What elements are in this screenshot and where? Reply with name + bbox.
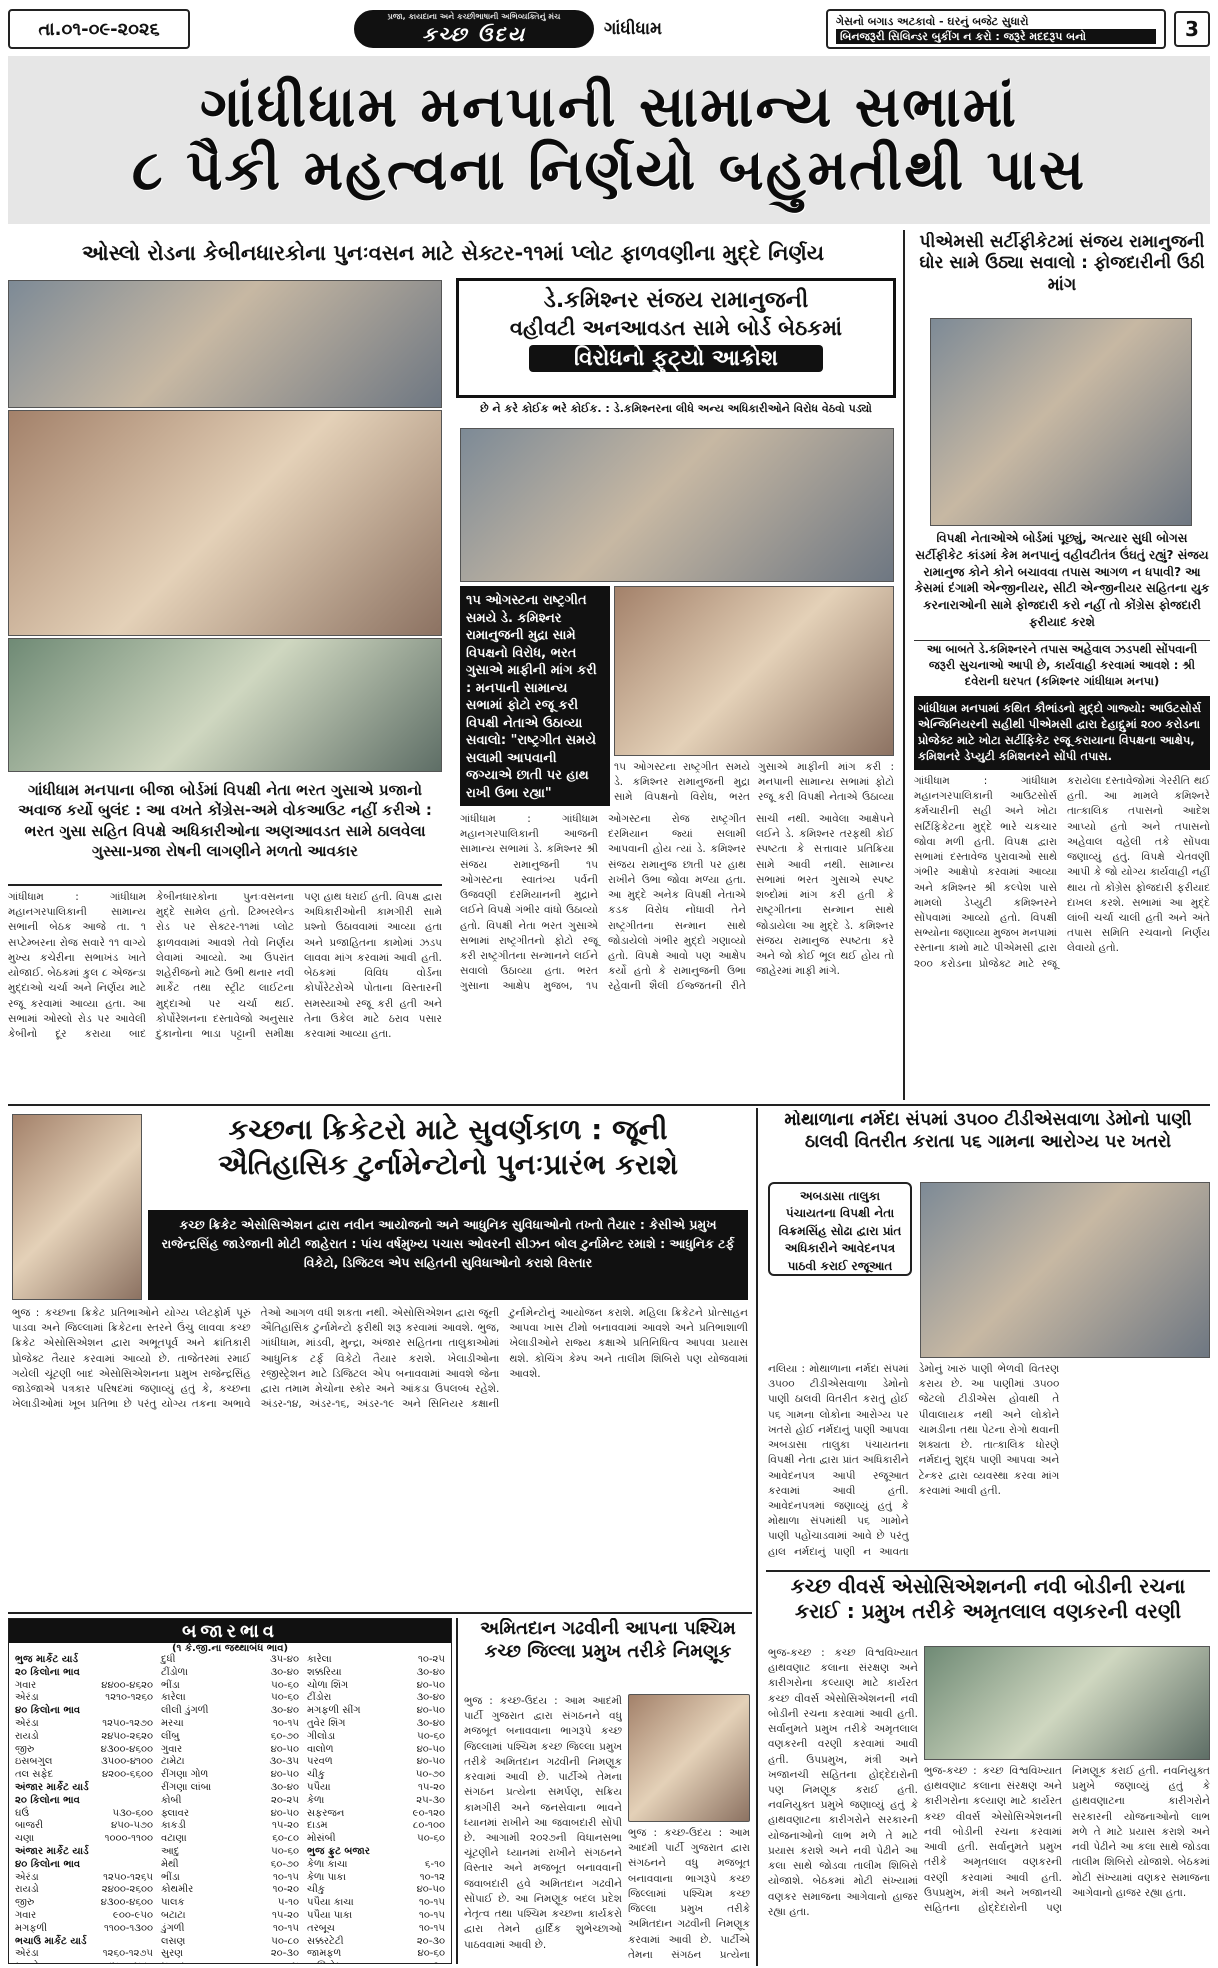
photo-councillors	[8, 410, 442, 636]
commodity-name: દાડમ	[307, 1820, 328, 1832]
market-row	[305, 1667, 447, 1680]
commodity-name	[305, 1961, 397, 1964]
commodity-name: લસણ	[161, 1935, 186, 1947]
commodity-price: ૪૦-૬૦	[417, 1948, 445, 1960]
commodity-name: કેળા કાચા	[307, 1858, 348, 1870]
photo-cricket-president	[12, 1114, 142, 1300]
commodity-price	[95, 1705, 155, 1718]
commodity-price: ૨૪૦૦-૨૬૦૦	[101, 1884, 153, 1896]
market-row	[13, 1756, 155, 1769]
commodity-name: કેળા પાકા	[307, 1871, 346, 1883]
commodity-price: ૪૪૦૦-૪૬૨૦	[101, 1679, 153, 1691]
market-row	[305, 1872, 447, 1885]
commodity-name: ૨૦ કિલોના ભાવ	[15, 1794, 80, 1806]
story2-headline-box	[456, 278, 896, 398]
commodity-name: વાલોળ	[307, 1743, 334, 1755]
commodity-name: રાયડો	[15, 1730, 39, 1742]
commodity-price: ૬૦-૭૦	[270, 1730, 299, 1742]
commodity-price: ૪૦-૫૦	[416, 1679, 445, 1691]
story3-headline: પીએમસી સર્ટીફીકેટમાં સંજય રામાનુજની ઘોર સામે ઉઠ્યા સવાલો : ફોજદારીની ઉઠી માંગ	[919, 232, 1205, 295]
story7-headline: અમિતદાન ગઢવીની આપના પશ્ચિમ કચ્છ જિલ્લા પ્રમુખ તરીકે નિમણૂક	[480, 1618, 736, 1662]
photo-weavers-association	[924, 1646, 1210, 1760]
market-row	[13, 1884, 155, 1897]
commodity-name: ટામેટા	[161, 1756, 185, 1768]
story3-note: આ બાબતે ડે.કમિશ્નરને તપાસ અહેવાલ ઝડપથી સોંપવાની જરૂરી સુચનાઓ આપી છે, કાર્યવાહી કરવામાં આવશે : શ્રી દવેરાની ઘરપત (કમિશ્નર ગાંધીધામ મનપા)	[914, 640, 1210, 692]
commodity-name: ફ્લાવર	[161, 1807, 190, 1819]
commodity-price: ૧૨૬૦-૧૨૭૫	[102, 1948, 153, 1960]
commodity-price	[95, 1846, 155, 1859]
market-title: બજારભાવ	[9, 1619, 451, 1643]
market-row	[159, 1769, 301, 1782]
commodity-name: ચીકુ	[307, 1769, 325, 1781]
commodity-name: તલ સફેદ	[15, 1769, 54, 1781]
story2-body: ગાંધીધામ : ગાંધીધામ મહાનગરપાલિકાની આજની સામાન્ય સભામાં ડે. કમિશ્નર શ્રી સંજય રામાનુજની ૧૫ ઓગસ્ટના સ્વાતંત્ર્ય પર્વની ઉજવણી દરમિયાનની મુદ્રાને લઈને વિપક્ષે ગંભીર વાંધો ઉઠાવ્યો હતો. વિપક્ષી નેતા ભરત ગુસાએ સભામાં રાષ્ટ્રગીતનો ફોટો રજૂ કરી રાષ્ટ્રગીતના સન્માનને લઈને સવાલો ઉઠાવ્યા હતા. ભરત ગુસાના આક્ષેપ મુજબ, ૧૫ ઓગસ્ટના રોજ રાષ્ટ્રગીત દરમિયાન જ્યાં સલામી આપવાની હોય ત્યાં ડે. કમિશ્નર સંજય રામાનુજ છાતી પર હાથ રાખીને ઉભા જોવા મળ્યા હતા. આ મુદ્દે અનેક વિપક્ષી નેતાએ કડક વિરોધ નોંધાવી તેને રાષ્ટ્રગીતના સન્માન સાથે જોડાયેલો ગંભીર મુદ્દો ગણાવ્યો હતો. વિપક્ષે આવો પણ આક્ષેપ કર્યો હતો કે રામાનુજની ઉભા રહેવાની શૈલી ઈજ્જતની રીતે સાચી નથી. આવેલા આક્ષેપને લઈને ડે. કમિશ્નર તરફથી કોઈ સ્પષ્ટતા કે સત્તાવાર પ્રતિક્રિયા સામે આવી નથી. સામાન્ય સભામાં ભરત ગુસાએ સ્પષ્ટ શબ્દોમાં માંગ કરી હતી કે રાષ્ટ્રગીતના સન્માન સાથે જોડાયેલા આ મુદ્દે ડે. કમિશ્નર સંજય રામાનુજ સ્પષ્ટતા કરે અને જો કોઈ ભૂલ થઈ હોય તો જાહેરમાં માફી માંગે.	[460, 813, 894, 993]
main-headline-line2: ૮ પૈકી મહત્વના નિર્ણયો બહુમતીથી પાસ	[131, 138, 1087, 203]
story5-highlight-box: અબડાસા તાલુકા પંચાયતના વિપક્ષી નેતા વિક્રમસિંહ સોઢા દ્વારા પ્રાંત અધિકારીને આવેદનપત્ર પાઠવી કરાઈ રજૂઆત	[768, 1182, 912, 1276]
commodity-price: ૧૦-૨૫	[418, 1654, 445, 1665]
market-subtitle: (૧ કે.જી.ના જથ્થાબંધ ભાવ)	[171, 1643, 289, 1654]
commodity-name: બાજરી	[15, 1820, 43, 1832]
commodity-price: ૨૫-૩૦	[416, 1794, 445, 1806]
commodity-price: ૩૦-૩૫	[269, 1756, 299, 1768]
commodity-name: ભુજ ફ્રુટ બજાર	[307, 1845, 370, 1857]
commodity-price: ૧૦-૧૫	[419, 1909, 445, 1921]
market-row	[159, 1654, 301, 1667]
commodity-name: ગીલોડા	[307, 1730, 336, 1742]
commodity-name: ચણા	[15, 1833, 35, 1845]
market-row	[159, 1910, 301, 1923]
market-row	[13, 1859, 155, 1872]
market-row	[159, 1692, 301, 1705]
commodity-price	[95, 1859, 155, 1872]
market-row	[159, 1667, 301, 1680]
story7-headline-box	[464, 1618, 752, 1690]
commodity-price: ૪૩૦૦-૪૬૦૦	[100, 1897, 153, 1909]
ad-line2: બિનજરૂરી સિલિન્ડર બુકીંગ ન કરો : જરૂરે મદદરૂપ બનો	[836, 29, 1156, 44]
commodity-price: ૪૨૦૦-૬૬૦૦	[102, 1769, 153, 1781]
commodity-price: ૩૫-૪૦	[269, 1654, 299, 1665]
photo-certificate-protest	[930, 318, 1192, 526]
commodity-name: તુવેર શિંગ	[307, 1717, 346, 1729]
commodity-price: ૫૩૦-૬૦૦	[112, 1807, 153, 1819]
commodity-name: અંજાર માર્કેટ યાર્ડ	[15, 1845, 89, 1857]
commodity-price: ૯૦-૧૨૦	[412, 1807, 445, 1819]
main-headline-line1: ગાંધીધામ મનપાની સામાન્ય સભામાં	[199, 75, 1018, 141]
market-row	[305, 1705, 447, 1718]
story1-headline: ઓસ્લો રોડના કેબીનધારકોના પુનઃવસન માટે સેક્ટર-૧૧માં પ્લોટ ફાળવણીના મુદ્દે નિર્ણય	[81, 241, 825, 265]
commodity-price: ૪૦-૫૦	[416, 1756, 445, 1768]
commodity-price: ૯૦૦-૯૫૦	[112, 1909, 153, 1921]
commodity-price: ૨૦-૩૦	[270, 1948, 299, 1960]
market-row	[159, 1936, 301, 1949]
commodity-price: ૪૦-૫૦	[416, 1743, 445, 1755]
main-headline	[8, 56, 1210, 224]
market-row	[13, 1936, 155, 1949]
commodity-price: ૩૦-૪૦	[270, 1781, 299, 1793]
story2-headline-line1: ડે.કમિશ્નર સંજય રામાનુજની	[543, 288, 809, 313]
market-row	[159, 1782, 301, 1795]
commodity-name: પપૈયા પાકા	[307, 1909, 353, 1921]
commodity-name: ૪૦ કિલોના ભાવ	[15, 1705, 81, 1717]
story2-body-a: ૧૫ ઓગસ્ટના રાષ્ટ્રગીત સમયે ડે. કમિશ્નર રામાનુજની મુદ્રા સામે વિપક્ષનો વિરોધ, ભરત ગુસાએ માફીની માંગ કરી : મનપાની સામાન્ય સભામાં ફોટો રજૂ કરી વિપક્ષી નેતાએ ઉઠાવ્યા	[614, 761, 894, 804]
commodity-price: ૧૧૦૦-૧૩૦૦	[103, 1922, 153, 1934]
market-row	[13, 1808, 155, 1821]
commodity-name	[159, 1961, 247, 1964]
commodity-name: ડુંગળી	[161, 1922, 185, 1934]
commodity-price: ૫૦-૮૦	[271, 1935, 299, 1947]
commodity-price: ૫૦-૭૦	[415, 1769, 445, 1781]
market-row	[305, 1654, 447, 1667]
commodity-price: ૫૦-૬૦	[271, 1845, 299, 1857]
commodity-name: ભુજ માર્કેટ યાર્ડ	[15, 1654, 78, 1665]
market-row	[13, 1910, 155, 1923]
commodity-name: સુરણ	[161, 1948, 183, 1960]
commodity-price: ૧૦-૧૫	[273, 1922, 299, 1934]
commodity-name: પાલક	[161, 1897, 185, 1909]
commodity-name: મગફળી	[15, 1922, 48, 1934]
commodity-name: ભીંડા	[161, 1871, 180, 1883]
story5-headline: મોથાળાના નર્મદા સંપમાં ૩૫૦૦ ટીડીએસવાળા ડેમોનો પાણી ઠાલવી વિતરીત કરાતા ૫૬ ગામના આરોગ્ય પર ખતરો	[784, 1110, 1192, 1152]
market-row	[305, 1948, 447, 1961]
market-row	[305, 1680, 447, 1693]
commodity-name: ચીકુ	[307, 1884, 325, 1896]
commodity-name: બટાટા	[161, 1909, 186, 1921]
issue-date: તા.૦૧-૦૯-૨૦૨૬	[8, 9, 190, 49]
commodity-price: ૧૦-૧૫	[419, 1922, 445, 1934]
commodity-price	[95, 1936, 155, 1949]
story2-headline-line3: વિરોધનો ફુટ્યો આક્રોશ	[529, 345, 823, 373]
masthead	[198, 9, 818, 49]
logo-tagline: પ્રજા, કાયદાના અને કચ્છીભાષાની અભિવ્યક્તિનું મંચ	[387, 12, 561, 21]
commodity-name: ગવાર	[15, 1909, 37, 1921]
market-row	[159, 1820, 301, 1833]
market-row	[305, 1833, 447, 1846]
commodity-name: જામફળ	[307, 1948, 342, 1960]
photo-opposition-leader	[614, 586, 894, 756]
commodity-name: કારેલા	[161, 1692, 186, 1704]
commodity-price: ૬૦-૭૦	[270, 1858, 299, 1870]
commodity-name: ભચાઉ માર્કેટ યાર્ડ	[15, 1935, 87, 1947]
story2-headline-line2: વહીવટી અનઆવડત સામે બોર્ડ બેઠકમાં	[509, 315, 843, 340]
market-row	[13, 1718, 155, 1731]
commodity-price: ૫-૧૦	[277, 1897, 299, 1909]
commodity-price: ૩૦-૪૦	[270, 1705, 299, 1717]
commodity-price: ૧૫-૨૦	[272, 1909, 299, 1921]
market-row	[305, 1769, 447, 1782]
market-row	[13, 1923, 155, 1936]
market-row	[305, 1692, 447, 1705]
commodity-price: ૨૪૫૦-૨૬૨૦	[101, 1730, 153, 1742]
commodity-name: એરંડા	[15, 1717, 39, 1729]
market-row	[13, 1872, 155, 1885]
commodity-price: ૫૦-૬૦	[417, 1730, 445, 1742]
commodity-name: ભીંડા	[161, 1679, 180, 1691]
commodity-price: ૧૦-૧૨	[419, 1871, 445, 1883]
commodity-price: ૧૨૧૦-૧૨૬૦	[105, 1692, 153, 1704]
commodity-price: ૪૩૦૦-૪૬૦૦	[100, 1743, 153, 1755]
story5-headline-box	[766, 1110, 1210, 1176]
market-row	[305, 1884, 447, 1897]
story3-caption: વિપક્ષી નેતાઓએ બોર્ડમાં પૂછ્યું, અત્યાર સુધી બોગસ સર્ટીફીકેટ કાંડમાં કેમ મનપાનું વહીવટીતંત્ર ઉંઘતું રહ્યું? સંજય રામાનુજ કોને કોને બચાવવા તપાસ આગળ ન ધપાવી? આ કેસમાં દંગામી એન્જીનીયર, સીટી એન્જીનીયર સહિતના યુક કરનારાઓની સામે ફોજદારી કરો નહીં તો કોંગ્રેસ ફોજદારી ફરીયાદ કરશે	[914, 531, 1210, 629]
commodity-price: ૩૦-૪૦	[416, 1666, 445, 1678]
photo-national-anthem	[460, 428, 894, 582]
commodity-price: ૩૫૦૦-૪૧૦૦	[100, 1756, 153, 1768]
market-row	[159, 1833, 301, 1846]
photo-board-members	[8, 280, 442, 408]
story1-caption: ગાંધીધામ મનપાના બીજા બોર્ડમાં વિપક્ષી નેતા ભરત ગુસાએ પ્રજાનો અવાજ કર્યો બુલંદ : આ વખતે કોંગ્રેસ-અમે વોકઆઉટ નહીં કરીએ : ભરત ગુસા સહિત વિપક્ષે અધિકારીઓના અણઆવડત સામે ઠાલવેલા ગુસ્સા-પ્રજા રોષની લાગણીને મળતો આવકાર	[18, 781, 432, 860]
commodity-price: ૩૦-૪૦	[270, 1666, 299, 1678]
market-row	[159, 1680, 301, 1693]
commodity-name: કેળા	[307, 1794, 325, 1806]
market-row	[13, 1782, 155, 1795]
commodity-price: ૪૦-૫૦	[270, 1769, 299, 1781]
market-row	[305, 1910, 447, 1923]
commodity-price	[397, 1846, 447, 1859]
newspaper-logo	[354, 10, 594, 48]
commodity-price: ૧૨૫૦-૧૨૭૦	[102, 1717, 153, 1729]
story4-headline-box	[148, 1112, 748, 1204]
commodity-price: ૧૫-૨૦	[418, 1781, 445, 1793]
commodity-name: કારેલા	[307, 1654, 332, 1665]
market-row	[305, 1961, 447, 1964]
commodity-price: ૬-૧૦	[424, 1858, 445, 1870]
market-row	[13, 1744, 155, 1757]
commodity-price: ૪૦-૫૦	[270, 1743, 299, 1755]
story6-headline-box	[766, 1574, 1210, 1642]
commodity-name: દુધી	[161, 1654, 176, 1665]
market-row	[159, 1859, 301, 1872]
market-row	[13, 1961, 155, 1964]
story2-kicker: છે ને કરે કોઈક ભરે કોઈક. : ડે.કમિશ્નરના લીધે અન્ય અધિકારીઓને વિરોધ વેઠવો પડ્યો	[480, 402, 872, 415]
gas-saving-ad	[826, 9, 1166, 49]
story2-quote: ૧૫ ઓગસ્ટના રાષ્ટ્રગીત સમયે ડે. કમિશ્નર રામાનુજની મુદ્રા સામે વિપક્ષનો વિરોધ, ભરત ગુસાએ માફીની માંગ કરી : મનપાની સામાન્ય સભામાં ફોટો રજૂ કરી વિપક્ષી નેતાએ ઉઠાવ્યા સવાલો: "રાષ્ટ્રગીત સમયે સલામી આપવાની જગ્યાએ છાતી પર હાથ રાખી ઉભા રહ્યા"	[460, 586, 610, 806]
commodity-name: એરંડા	[15, 1692, 39, 1704]
commodity-name: કોબી	[161, 1794, 182, 1806]
commodity-price: ૩૦-૪૦	[416, 1717, 445, 1729]
market-row	[159, 1923, 301, 1936]
market-row	[159, 1961, 301, 1964]
commodity-name: લીલી ડુંગળી	[161, 1705, 209, 1717]
commodity-price	[95, 1795, 155, 1808]
market-row	[305, 1756, 447, 1769]
story5-body: નલિયા : મોથાળાના નર્મદા સંપમાં ૩૫૦૦ ટીડીએસવાળા ડેમોનો પાણી ઠાલવી વિતરીત કરાતું હોઈ ૫૬ ગામના લોકોના આરોગ્ય પર ખતરો હોઈ નર્મદાનું પાણી આપવા અબડાસા તાલુકા પંચાયતના વિપક્ષી નેતા દ્વારા પ્રાંત અધિકારીને આવેદનપત્ર આપી રજૂઆત કરવામાં આવી હતી. આવેદનપત્રમાં જણાવ્યું હતું કે મોથાળા સંપમાંથી ૫૬ ગામોને પાણી પહોંચાડવામાં આવે છે પરંતુ હાલ નર્મદાનું પાણી ન આવતા ડેમોનું ખારું પાણી ભેળવી વિતરણ કરાય છે. આ પાણીમાં ૩૫૦૦ જેટલો ટીડીએસ હોવાથી તે પીવાલાયક નથી અને લોકોને ચામડીના તથા પેટના રોગો થવાની શક્યતા છે. તાત્કાલિક ધોરણે નર્મદાનું શુદ્ધ પાણી આપવા અને ટેન્કર દ્વારા વ્યવસ્થા કરવા માંગ કરવામાં આવી હતી.	[768, 1363, 1060, 1558]
commodity-name: મગફળી સીંગ	[307, 1705, 361, 1717]
story6-headline-line2: કરાઈ : પ્રમુખ તરીકે અમૃતલાલ વણકરની વરણી	[794, 1599, 1182, 1623]
market-row	[305, 1718, 447, 1731]
market-row	[159, 1705, 301, 1718]
logo-text: કચ્છ ઉદય	[422, 22, 526, 46]
commodity-price: ૩૦-૪૦	[416, 1692, 445, 1704]
story4-headline-line2: ઐતિહાસિક ટુર્નામેન્ટોનો પુનઃપ્રારંભ કરાશે	[218, 1148, 678, 1181]
story4-body: ભુજ : કચ્છના ક્રિકેટ પ્રતિભાઓને યોગ્ય પ્લેટફોર્મ પૂરું પાડવા અને જિલ્લામાં ક્રિકેટના સ્તરને ઉંચુ લાવવા કચ્છ ક્રિકેટ એસોસિએશન દ્વારા અભૂતપૂર્વ અને ક્રાંતિકારી પ્રોજેક્ટ તૈયાર કરવામાં આવ્યો છે. તાજેતરમાં રમાઈ ગયેલી ચૂંટણી બાદ એસોસિએશનના પ્રમુખ રાજેન્દ્રસિંહ જાડેજાએ પત્રકાર પરિષદમાં જણાવ્યું હતું કે, કચ્છના ખેલાડીઓમાં ખૂબ પ્રતિભા છે પરંતુ યોગ્ય તકના અભાવે તેઓ આગળ વધી શકતા નથી. એસોસિએશન દ્વારા જૂની ઐતિહાસિક ટુર્નામેન્ટો ફરીથી શરૂ કરવામાં આવશે. ભુજ, ગાંધીધામ, માંડવી, મુન્દ્રા, અંજાર સહિતના તાલુકાઓમાં આધુનિક ટર્ફ વિકેટો તૈયાર કરાશે. ખેલાડીઓના રજીસ્ટ્રેશન માટે ડિજિટલ એપ બનાવવામાં આવશે જેના દ્વારા તમામ મેચોના સ્કોર અને આંકડા ઉપલબ્ધ રહેશે. અંડર-૧૪, અંડર-૧૬, અંડર-૧૯ અને સિનિયર કક્ષાની ટુર્નામેન્ટોનું આયોજન કરાશે. મહિલા ક્રિકેટને પ્રોત્સાહન આપવા ખાસ ટીમો બનાવવામાં આવશે અને પ્રતિભાશાળી ખેલાડીઓને રાજ્ય કક્ષાએ પ્રતિનિધિત્વ આપવા પ્રયાસ થશે. કોચિંગ કેમ્પ અને તાલીમ શિબિરો પણ યોજવામાં આવશે.	[12, 1307, 748, 1411]
market-row	[13, 1705, 155, 1718]
commodity-name: અંજાર માર્કેટ યાર્ડ	[15, 1781, 89, 1793]
commodity-name: ઘઉં	[15, 1807, 30, 1819]
market-row	[159, 1897, 301, 1910]
commodity-name: રીંગણા લાંબા	[161, 1781, 212, 1793]
market-row	[13, 1731, 155, 1744]
edition-city: ગાંધીધામ	[603, 19, 662, 39]
market-row	[305, 1744, 447, 1757]
commodity-price: ૪૦-૫૦	[416, 1884, 445, 1896]
market-row	[305, 1897, 447, 1910]
ad-line1: ગેસનો બગાડ અટકાવો - ઘરનું બજેટ સુધારો	[836, 14, 1029, 28]
commodity-name: સફરજન	[307, 1807, 345, 1819]
commodity-name: એરંડા	[15, 1871, 39, 1883]
story6-headline-line1: કચ્છ વીવર્સ એસોસિએશનની નવી બોડીની રચના	[790, 1574, 1186, 1598]
commodity-name: એરંડા	[15, 1948, 39, 1960]
story6-body: ભુજ-કચ્છ : કચ્છ વિશ્વવિખ્યાત હાથવણાટ કલાના સંરક્ષણ અને કારીગરોના કલ્યાણ માટે કાર્યરત કચ્છ વીવર્સ એસોસિએશનની નવી બોડીની રચના કરવામાં આવી હતી. સર્વાનુમતે પ્રમુખ તરીકે અમૃતલાલ વણકરની વરણી કરવામાં આવી હતી. ઉપપ્રમુખ, મંત્રી અને ખજાનચી સહિતના હોદ્દેદારોની પણ નિમણૂક કરાઈ હતી. નવનિયુક્ત પ્રમુખે જણાવ્યું હતું કે હાથવણાટના કારીગરોને સરકારની યોજનાઓનો લાભ મળે તે માટે પ્રયાસ કરાશે અને નવી પેઢીને આ કલા સાથે જોડવા તાલીમ શિબિરો યોજાશે. બેઠકમાં મોટી સંખ્યામાં વણકર સમાજના આગેવાનો હાજર રહ્યા હતા.	[924, 1765, 1210, 1914]
market-row	[305, 1731, 447, 1744]
story4-headline-line1: કચ્છના ક્રિકેટરો માટે સુવર્ણકાળ : જૂની	[228, 1113, 668, 1146]
commodity-price: ૨૦-૨૫	[271, 1794, 299, 1806]
market-row	[305, 1782, 447, 1795]
commodity-price: ૧૦-૧૫	[419, 1897, 445, 1909]
market-row	[305, 1795, 447, 1808]
commodity-price: ૪૦-૫૦	[270, 1807, 299, 1819]
commodity-price: ૧૦૦૦-૧૧૦૦	[104, 1833, 153, 1845]
commodity-name: મોસંબી	[307, 1833, 336, 1845]
commodity-name: શક્કરિયા	[307, 1666, 342, 1678]
market-row	[13, 1833, 155, 1846]
market-prices	[8, 1618, 452, 1964]
market-table-vegetables	[159, 1654, 301, 1964]
masthead-bar	[8, 6, 1210, 52]
commodity-price: ૬૦-૮૦	[272, 1833, 299, 1845]
market-row	[305, 1936, 447, 1949]
commodity-price: ૧૦-૧૫	[273, 1717, 299, 1729]
market-table-fruits	[305, 1654, 447, 1964]
market-row	[305, 1820, 447, 1833]
story7-body: ભુજ : કચ્છ-ઉદય : આમ આદમી પાર્ટી ગુજરાત દ્વારા સંગઠનને વધુ મજબૂત બનાવવાના ભાગરૂપે કચ્છ જિલ્લામાં પશ્ચિમ કચ્છ જિલ્લા પ્રમુખ તરીકે અમિતદાન ગઢવીની નિમણૂક કરવામાં આવી છે. પાર્ટીએ તેમના સંગઠન પ્રત્યેના સમર્પણ, સક્રિય કામગીરી અને જનસેવાના ભાવને ધ્યાનમાં રાખીને આ જવાબદારી સોંપી છે. આગામી ૨૦૨૭ની વિધાનસભા ચૂંટણીને ધ્યાનમાં રાખીને સંગઠનને વિસ્તાર અને મજબૂત બનાવવાની જવાબદારી હવે અમિતદાન ગઢવીને સોંપાઈ છે. આ નિમણૂક બદલ પ્રદેશ નેતૃત્વ તથા પશ્ચિમ કચ્છના કાર્યકરો દ્વારા તેમને હાર્દિક શુભેચ્છાઓ પાઠવવામાં આવી છે.	[464, 1695, 622, 1951]
market-row	[305, 1859, 447, 1872]
market-row	[159, 1795, 301, 1808]
commodity-name: ટીંડોળા	[161, 1666, 188, 1678]
photo-amitdan-gadhvi	[628, 1694, 750, 1822]
commodity-name: આદુ	[161, 1845, 180, 1857]
commodity-name: ૨૦ કિલોના ભાવ	[15, 1666, 80, 1678]
commodity-name: વટાણા	[161, 1833, 187, 1845]
market-row	[13, 1680, 155, 1693]
commodity-name: ગવાર	[15, 1679, 37, 1691]
commodity-name: પપૈયા	[307, 1781, 331, 1793]
commodity-price: ૧૨૫૦-૧૨૬૫	[103, 1871, 153, 1883]
market-row	[13, 1846, 155, 1859]
story7-body-b: ભુજ : કચ્છ-ઉદય : આમ આદમી પાર્ટી ગુજરાત દ્વારા સંગઠનને વધુ મજબૂત બનાવવાના ભાગરૂપે કચ્છ જિલ્લામાં પશ્ચિમ કચ્છ જિલ્લા પ્રમુખ તરીકે અમિતદાન ગઢવીની નિમણૂક કરવામાં આવી છે. પાર્ટીએ તેમના સંગઠન પ્રત્યેના	[628, 1827, 750, 1961]
commodity-price: ૧૦-૧૫	[273, 1871, 299, 1883]
commodity-name: કોથમીર	[161, 1884, 194, 1896]
commodity-price: ૧૦-૨૦	[272, 1884, 299, 1896]
story6-body-a: ભુજ-કચ્છ : કચ્છ વિશ્વવિખ્યાત હાથવણાટ કલાના સંરક્ષણ અને કારીગરોના કલ્યાણ માટે કાર્યરત કચ્છ વીવર્સ એસોસિએશનની નવી બોડીની રચના કરવામાં આવી હતી. સર્વાનુમતે પ્રમુખ તરીકે અમૃતલાલ વણકરની વરણી કરવામાં આવી હતી. ઉપપ્રમુખ, મંત્રી અને ખજાનચી સહિતના હોદ્દેદારોની પણ નિમણૂક કરાઈ હતી. નવનિયુક્ત પ્રમુખે જણાવ્યું હતું કે હાથવણાટના કારીગરોને સરકારની યોજનાઓનો લાભ મળે તે માટે પ્રયાસ કરાશે અને નવી પેઢીને આ કલા સાથે જોડવા તાલીમ શિબિરો યોજાશે. બેઠકમાં મોટી સંખ્યામાં વણકર સમાજના આગેવાનો હાજર રહ્યા હતા.	[768, 1647, 918, 1918]
commodity-name: ઇસબગુલ	[15, 1756, 53, 1768]
market-row	[159, 1948, 301, 1961]
commodity-name: ચોળા શિંગ	[307, 1679, 349, 1691]
commodity-name: પરવળ	[307, 1756, 333, 1768]
story3-highlight-box: ગાંધીધામ મનપામાં કથિત કૌભાંડનો મુદ્દો ગાજ્યો: આઉટસોર્સ એન્જિનિયરની સહીથી પીએમસી દ્વારા દેહાદ્દ્રુમાં ૨૦૦ કરોડના પ્રોજેક્ટ માટે ખોટા સર્ટીફિકેટ રજૂ કરાયાના વિપક્ષના આક્ષેપ, કમિશનરે ડેપ્યુટી કમિશનરને સોંપી તપાસ.	[914, 696, 1210, 770]
commodity-price	[95, 1961, 155, 1964]
commodity-price: ૨૦-૩૦	[416, 1935, 445, 1947]
commodity-name: મરચા	[161, 1717, 184, 1729]
commodity-price	[95, 1782, 155, 1795]
market-row	[13, 1820, 155, 1833]
commodity-name: જીરુ	[15, 1743, 35, 1755]
market-table-grains	[13, 1654, 155, 1964]
market-row	[159, 1846, 301, 1859]
market-row	[159, 1756, 301, 1769]
commodity-price: ૫૦-૬૦	[271, 1692, 299, 1704]
story3-body: ગાંધીધામ : ગાંધીધામ મહાનગરપાલિકાની આઉટસોર્સ કર્મચારીની સહી અને ખોટા સર્ટિફિકેટના મુદ્દે ભારે ચકચાર જોવા મળી હતી. વિપક્ષ દ્વારા સભામાં દસ્તાવેજ પુરાવાઓ સાથે ગંભીર આક્ષેપો કરવામાં આવ્યા અને કમિશ્નર શ્રી કલ્પેશ પાસે મામલો ડેપ્યુટી કમિશ્નરને સોંપવામાં આવ્યો હતો. વિપક્ષી સભ્યોના જણાવ્યા મુજબ મનપામાં રસ્તાના કામો માટે પીએમસી દ્વારા ૨૦૦ કરોડના પ્રોજેક્ટ માટે રજૂ કરાયેલા દસ્તાવેજોમાં ગેરરીતિ થઈ હતી. આ મામલે કમિશ્નરે તાત્કાલિક તપાસનો આદેશ આપ્યો હતો અને તપાસનો અહેવાલ વહેલી તકે સોંપવા જણાવ્યું હતું. વિપક્ષે ચેતવણી આપી કે જો યોગ્ય કાર્યવાહી નહીં થાય તો કોંગ્રેસ ફોજદારી ફરીયાદ દાખલ કરશે. સભામાં આ મુદ્દે લાંબી ચર્ચા ચાલી હતી અને અંતે તપાસ સમિતિ રચવાનો નિર્ણય લેવાયો હતો.	[914, 775, 1210, 970]
story1-headline-box	[8, 232, 898, 276]
commodity-price: ૪૫૦-૫૭૦	[111, 1820, 153, 1832]
photo-women-councillors	[8, 638, 442, 772]
commodity-price: ૫૦-૬૦	[417, 1833, 445, 1845]
commodity-name: રાયડો	[15, 1884, 39, 1896]
page-number: 3	[1174, 11, 1210, 47]
market-row	[159, 1872, 301, 1885]
commodity-price	[397, 1961, 447, 1964]
commodity-name: ગુવાર	[161, 1743, 183, 1755]
commodity-name: જીરુ	[15, 1897, 35, 1909]
commodity-name	[13, 1961, 95, 1964]
commodity-price	[247, 1961, 301, 1964]
commodity-name: તરબૂચ	[307, 1922, 335, 1934]
market-row	[13, 1692, 155, 1705]
market-row	[159, 1884, 301, 1897]
commodity-price: ૪૦-૫૦	[416, 1705, 445, 1717]
commodity-name: સક્કરટેટી	[307, 1935, 344, 1947]
story1-body: ગાંધીધામ : ગાંધીધામ મહાનગરપાલિકાની સામાન્ય સભાની બેઠક આજે તા. ૧ સપ્ટેમ્બરના રોજ સવારે ૧૧ વાગ્યે મુખ્ય કચેરીના સભાખંડ ખાતે યોજાઈ. બેઠકમાં કુલ ૮ એજન્ડા મુદ્દાઓ ચર્ચા અને નિર્ણય માટે રજૂ કરવામાં આવ્યા હતા. આ સભામાં ઓસ્લો રોડ પર આવેલી કેબીનો દૂર કરાયા બાદ કેબીનધારકોના પુનઃવસનના મુદ્દે સામેલ હતો. ટિમ્બરલેન્ડ રોડ પર સેક્ટર-૧૧માં પ્લોટ ફાળવવામાં આવશે તેવો નિર્ણય લેવામાં આવ્યો. આ ઉપરાંત શહેરીજનો માટે ઉભી થનાર નવી માર્કેટ તથા સ્ટ્રીટ લાઈટના મુદ્દાઓ પર ચર્ચા થઈ. કોર્પોરેશનના દસ્તાવેજો અનુસાર દુકાનોના ભાડા પટ્ટાની સમીક્ષા પણ હાથ ધરાઈ હતી. વિપક્ષ દ્વારા અધિકારીઓની કામગીરી સામે પ્રશ્નો ઉઠાવવામાં આવ્યા હતા અને પ્રજાહિતના કામોમાં ઝડપ લાવવા માંગ કરવામાં આવી હતી. બેઠકમાં વિવિધ વોર્ડના કોર્પોરેટરોએ પોતાના વિસ્તારની સમસ્યાઓ રજૂ કરી હતી અને તેના ઉકેલ માટે ઠરાવ પસાર કરવામાં આવ્યા હતા.	[8, 891, 442, 1040]
commodity-name: ૪૦ કિલોના ભાવ	[15, 1858, 81, 1870]
commodity-name: કાકડી	[161, 1820, 186, 1832]
commodity-name: મેથી	[161, 1858, 179, 1870]
commodity-price	[95, 1667, 155, 1680]
market-row	[13, 1948, 155, 1961]
market-row	[159, 1731, 301, 1744]
market-row	[13, 1897, 155, 1910]
commodity-price	[95, 1654, 155, 1667]
story3-headline-box	[914, 232, 1210, 314]
commodity-name: લીંબુ	[161, 1730, 180, 1742]
market-row	[305, 1846, 447, 1859]
market-row	[13, 1654, 155, 1667]
market-row	[13, 1667, 155, 1680]
commodity-price: ૮૦-૧૦૦	[412, 1820, 445, 1832]
market-row	[159, 1718, 301, 1731]
commodity-name: ટીંડોરા	[307, 1692, 332, 1704]
commodity-name: રીંગણા ગોળ	[161, 1769, 209, 1781]
story4-kicker: કચ્છ ક્રિકેટ એસોસિએશન દ્વારા નવીન આયોજનો અને આધુનિક સુવિધાઓનો તખ્તો તૈયાર : કેસીએ પ્રમુખ રાજેન્દ્રસિંહ જાડેજાની મોટી જાહેરાત : પાંચ વર્ષમુખ્ય પચાસ ઓવરની સીઝન બોલ ટુર્નામેન્ટ રમાશે : આધુનિક ટર્ફ વિકેટો, ડિજિટલ એપ સહિતની સુવિધાઓનો કરાશે વિસ્તાર	[148, 1210, 748, 1300]
market-row	[159, 1808, 301, 1821]
commodity-name: પપૈયા કાચા	[307, 1897, 354, 1909]
market-row	[159, 1744, 301, 1757]
commodity-price: ૧૫-૨૦	[272, 1820, 299, 1832]
market-row	[13, 1769, 155, 1782]
commodity-price: ૫૦-૬૦	[271, 1679, 299, 1691]
market-row	[13, 1795, 155, 1808]
market-row	[305, 1808, 447, 1821]
market-row	[305, 1923, 447, 1936]
